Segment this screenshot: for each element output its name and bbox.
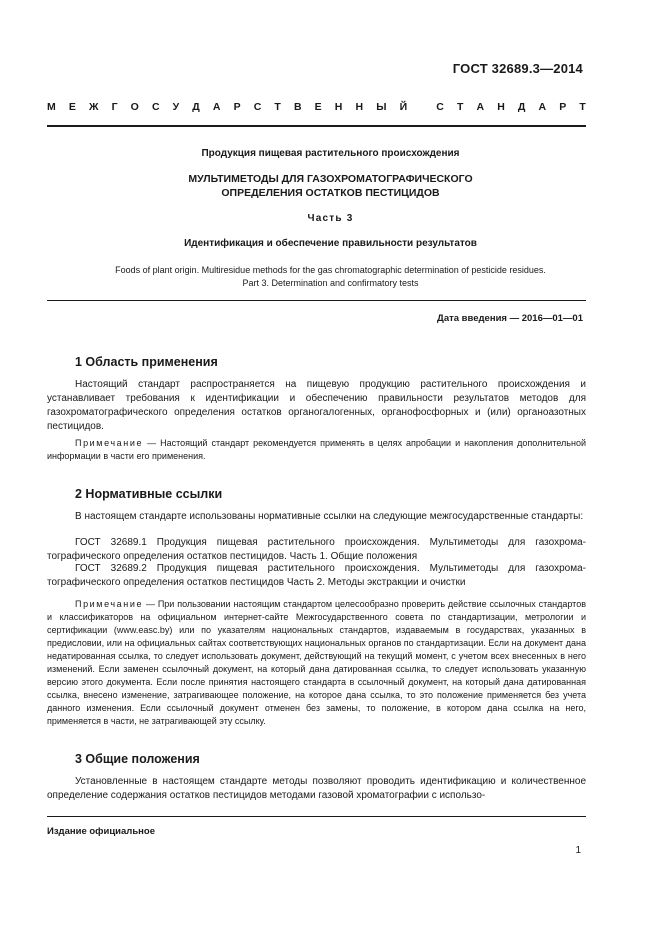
english-title xyxy=(47,264,614,290)
english-title-line-1: Foods of plant origin. Multiresidue methods for the gas chromatographic determination of pesticide residues. xyxy=(115,265,546,275)
section-1-heading: 1 Область применения xyxy=(75,355,218,369)
banner-letter: Д xyxy=(517,101,526,113)
part-number: Часть 3 xyxy=(307,213,354,224)
banner-letter: Д xyxy=(192,101,200,113)
banner-letter: С xyxy=(253,101,262,113)
normative-reference-2: ГОСТ 32689.2 Продукция пищевая растительного происхождения. Мультиметоды для газохроматографического определения остатков пестицидов Часть 2. Методы экстракции и очистки xyxy=(47,563,586,588)
banner-letter: Р xyxy=(559,101,567,113)
banner-letter: О xyxy=(130,101,139,113)
banner-letter: Й xyxy=(399,101,408,113)
normative-reference-1: ГОСТ 32689.1 Продукция пищевая растительного происхождения. Мультиметоды для газохроматографического определения остатков пестицидов. Часть 1. Общие положения xyxy=(47,537,586,562)
banner-letter: Ы xyxy=(376,101,387,113)
header-rule xyxy=(47,125,586,127)
banner-letter: Н xyxy=(355,101,364,113)
banner-letter: А xyxy=(212,101,221,113)
note-text: — Настоящий стандарт рекомендуется применять в целях апробации и накопления дополнительной информации в части его применения. xyxy=(47,438,586,461)
banner-letter: Г xyxy=(111,101,118,113)
banner-letter: Н xyxy=(334,101,343,113)
banner-letter: Т xyxy=(579,101,586,113)
part-subtitle: Идентификация и обеспечение правильности результатов xyxy=(184,238,477,249)
banner-letter: А xyxy=(476,101,485,113)
section-2-heading: 2 Нормативные ссылки xyxy=(75,487,223,501)
document-code: ГОСТ 32689.3—2014 xyxy=(452,61,583,76)
banner-letter: Р xyxy=(233,101,241,113)
banner-letter xyxy=(420,101,423,113)
note-label: Примечание xyxy=(75,599,144,609)
main-title xyxy=(47,172,614,200)
official-edition-label: Издание официальное xyxy=(47,826,155,837)
section-2-paragraph: В настоящем стандарте использованы нормативные ссылки на следующие межгосударственные стандарты: xyxy=(75,511,584,522)
note-text: — При пользовании настоящим стандартом целесообразно проверить действие ссылочных стандартов и классификаторов на официальном интернет-сайте Межгосударственного совета по стандартизации, метрологии и сертификации (www.easc.by) или по указателям национальных стандартов, издаваемым в государствах, указанных в предисловии, или на официальных сайтах соответствующих национальных органов по стандартизации. Если на документ дана недатированная ссылка, то следует использовать документ, действующий на текущий момент, с учетом всех внесенных в него изменений. Если заменен ссылочный документ, на который дана датированная ссылка, то следует использовать указанную версию этого документа. Если после принятия настоящего стандарта в ссылочный документ, на который дана датированная ссылка, внесено изменение, затрагивающее положение, на которое дана ссылка, то это положение применяется без учета данного изменения. Если ссылочный документ отменен без замены, то положение, в котором дана ссылка на него, применяется в части, не затрагивающей эту ссылку. xyxy=(47,599,586,726)
footer-rule xyxy=(47,816,586,817)
main-title-line-1: МУЛЬТИМЕТОДЫ ДЛЯ ГАЗОХРОМАТОГРАФИЧЕСКОГО xyxy=(188,173,473,185)
introduction-date: Дата введения — 2016—01—01 xyxy=(437,313,583,324)
note-label: Примечание xyxy=(75,438,144,448)
section-3-heading: 3 Общие положения xyxy=(75,752,200,766)
banner-letter: У xyxy=(172,101,180,113)
banner-letter: Ж xyxy=(88,101,99,113)
banner-letter: Е xyxy=(314,101,322,113)
banner-letter: Т xyxy=(274,101,281,113)
banner-letter: М xyxy=(47,101,56,113)
page-number: 1 xyxy=(575,845,581,856)
banner-letter: Т xyxy=(456,101,464,113)
banner-letter: А xyxy=(538,101,547,113)
title-rule xyxy=(47,300,586,301)
banner-letter: Н xyxy=(497,101,505,113)
section-3-paragraph: Установленные в настоящем стандарте методы позволяют проводить идентификацию и количественное определение содержания остатков пестицидов методами газовой хроматографии с использо- xyxy=(47,776,586,801)
interstate-standard-banner xyxy=(47,101,586,113)
banner-letter: С xyxy=(151,101,160,113)
section-1-paragraph: Настоящий стандарт распространяется на пищевую продукцию растительного происхождения и устанавливает требования к идентификации и обеспечению правильности результатов методов для газохроматографического определения остатков органогалогенных, органофосфорных и (или) органоазотных пестицидов. xyxy=(47,379,586,432)
english-title-line-2: Part 3. Determination and confirmatory tests xyxy=(242,278,419,288)
main-title-line-2: ОПРЕДЕЛЕНИЯ ОСТАТКОВ ПЕСТИЦИДОВ xyxy=(221,187,440,199)
product-category: Продукция пищевая растительного происхождения xyxy=(201,148,460,159)
section-2-note xyxy=(47,598,586,728)
banner-letter: В xyxy=(293,101,302,113)
banner-letter: Е xyxy=(68,101,76,113)
section-1-note xyxy=(47,437,586,463)
banner-letter: С xyxy=(436,101,444,113)
